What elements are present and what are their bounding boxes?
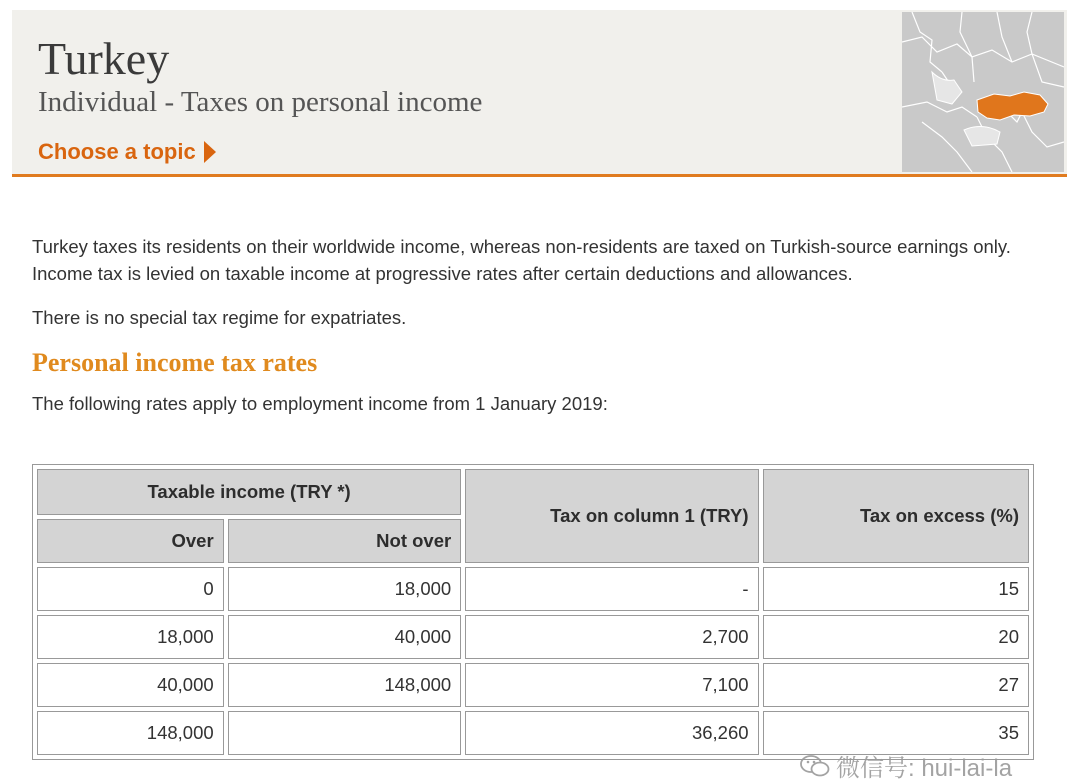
header-over: Over	[37, 519, 224, 563]
table-row	[37, 567, 1029, 611]
tax-rates-table	[32, 464, 1034, 760]
intro-paragraph-2: There is no special tax regime for expatriates.	[32, 307, 407, 328]
cell-tax: -	[465, 567, 758, 611]
page-header	[12, 10, 1067, 177]
header-not-over: Not over	[228, 519, 462, 563]
table-row	[37, 615, 1029, 659]
cell-over: 0	[37, 567, 224, 611]
main-content	[32, 233, 1042, 417]
wechat-icon	[800, 754, 830, 778]
country-title: Turkey	[38, 33, 170, 84]
choose-topic-label: Choose a topic	[38, 139, 196, 164]
watermark-text: 微信号: hui-lai-la	[836, 755, 1013, 782]
table-row	[37, 663, 1029, 707]
header-taxable-income: Taxable income (TRY *)	[37, 469, 461, 515]
cell-not-over: 40,000	[228, 615, 462, 659]
region-map-image	[902, 12, 1064, 172]
cell-over: 148,000	[37, 711, 224, 755]
map-svg	[902, 12, 1064, 172]
tax-table	[33, 465, 1033, 759]
cell-excess: 20	[763, 615, 1029, 659]
header-tax-on-column-1: Tax on column 1 (TRY)	[465, 469, 758, 563]
cell-excess: 27	[763, 663, 1029, 707]
cell-over: 40,000	[37, 663, 224, 707]
section-title: Personal income tax rates	[32, 348, 318, 377]
cell-excess: 15	[763, 567, 1029, 611]
cell-over: 18,000	[37, 615, 224, 659]
cell-not-over: 148,000	[228, 663, 462, 707]
cell-tax: 2,700	[465, 615, 758, 659]
header-tax-on-excess: Tax on excess (%)	[763, 469, 1029, 563]
wechat-watermark	[800, 748, 1012, 783]
intro-paragraph-1: Turkey taxes its residents on their worldwide income, whereas non-residents are taxed on Turkish-source earnings only. Income tax is levied on taxable income at progressive rates after certain deductions and allowances.	[32, 236, 1011, 284]
cell-not-over: 18,000	[228, 567, 462, 611]
section-lead: The following rates apply to employment income from 1 January 2019:	[32, 393, 608, 415]
page-subtitle: Individual - Taxes on personal income	[38, 86, 483, 118]
cell-not-over	[228, 711, 462, 755]
choose-topic-link[interactable]	[38, 139, 216, 165]
chevron-right-icon	[204, 141, 216, 163]
cell-tax: 7,100	[465, 663, 758, 707]
cell-tax: 36,260	[465, 711, 758, 755]
cell-excess: 35	[763, 711, 1029, 755]
